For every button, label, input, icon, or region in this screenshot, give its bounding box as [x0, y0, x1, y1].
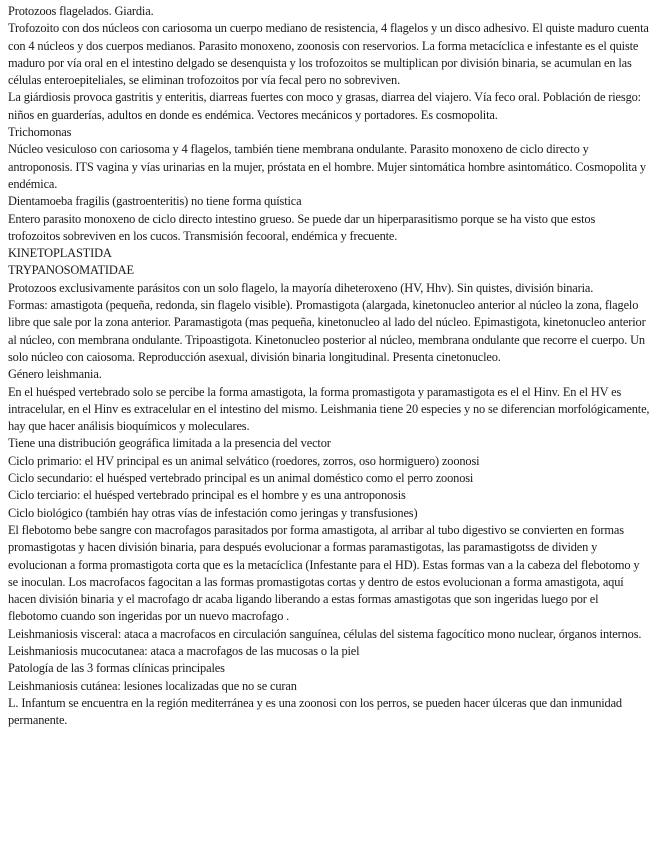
heading-leishmania: Género leishmania. — [8, 367, 102, 382]
paragraph-trichomonas: Núcleo vesiculoso con cariosoma y 4 flagelos, también tiene membrana ondulante. Parasito monoxeno de ciclo directo y antroponosis. ITS vagina y vías urinarias en la mujer, próstata en el hombre. Mujer sintomática hombre asintomático. Cosmopolita y endémica. — [8, 142, 646, 191]
paragraph-flebotomo: El flebotomo bebe sangre con macrofagos parasitados por forma amastigota, al arribar al tubo digestivo se convierten en formas promastigotas y hacen división binaria, para después evolucionar a formas paramastigotas, las paramastigotss de dividen y evolucionan a forma promastigota corta que es la metacíclica (Infestante para el HD). Estas formas van a la cabeza del flebotomo y se inoculan. Los macrofacos fagocitan a las formas promastigotas cortas y dentro de estos evolucionan a forma amastigota, aquí hacen división binaria y el macrofago dr acaba ligando liberando a estas formas amastigotas que son ingeridas luego por el flebotomo cuando son ingeridas por un nuevo macrofago . — [8, 522, 640, 624]
paragraph-dientamoeba: Entero parasito monoxeno de ciclo directo intestino grueso. Se puede dar un hiperparasitismo porque se ha visto que estos trofozoitos sobreviven en los cucos. Transmisión fecooral, endémica y frecuente. — [8, 211, 596, 243]
paragraph-giardia-morphology: Trofozoito con dos núcleos con cariosoma un cuerpo mediano de resistencia, 4 flagelos y un disco adhesivo. El quiste maduro cuenta con 4 núcleos y dos cuerpos medianos. Parasito monoxeno, zoonosis con reservorios. La forma metacíclica e infestante es el quiste maduro por vía oral en el intestino delgado se desenquista y los trofozoitos se multiplican por división binaria, se acumulan en las células enteroepiteliales, se eliminan trofozoitos por vía fecal pero no sobreviven. — [8, 21, 649, 88]
paragraph-trypanosomatidae-intro: Protozoos exclusivamente parásitos con un solo flagelo, la mayoría diheteroxeno (HV, Hhv). Sin quistes, división binaria. — [8, 280, 594, 295]
paragraph-distribution: Tiene una distribución geográfica limitada a la presencia del vector — [8, 436, 331, 451]
heading-dientamoeba: Dientamoeba fragilis (gastroenteritis) no tiene forma quística — [8, 194, 302, 209]
paragraph-leishmania-hosts: En el huésped vertebrado solo se percibe la forma amastigota, la forma promastigota y paramastigota es el el Hinv. En el HV es intracelular, en el Hinv es extracelular en el intestino del mismo. Leishmania tiene 20 especies y no se diferencian morfológicamente, hay que hacer análisis bioquímicos y moleculares. — [8, 384, 650, 434]
paragraph-giardia-title: Protozoos flagelados. Giardia. — [8, 4, 154, 18]
heading-trichomonas: Trichomonas — [8, 125, 72, 140]
paragraph-cutanea: Leishmaniosis cutánea: lesiones localizadas que no se curan — [8, 678, 297, 693]
paragraph-tertiary-cycle: Ciclo terciario: el huésped vertebrado principal es el hombre y es una antroponosis — [8, 488, 406, 503]
paragraph-giardiosis: La giárdiosis provoca gastritis y enteritis, diarreas fuertes con moco y grasas, diarrea del viajero. Vía feco oral. Población de riesgo: niños en guarderías, adultos en donde es endémica. Vectores mecánicos y portadores. Es cosmopolita. — [8, 90, 641, 122]
paragraph-visceral: Leishmaniosis visceral: ataca a macrofacos en circulación sanguínea, células del sistema fagocítico mono nuclear, órganos internos. — [8, 626, 642, 641]
paragraph-mucocutanea: Leishmaniosis mucocutanea: ataca a macrofagos de las mucosas o la piel — [8, 643, 360, 658]
paragraph-biological-cycle: Ciclo biológico (también hay otras vías de infestación como jeringas y transfusiones) — [8, 505, 418, 520]
heading-kinetoplastida: KINETOPLASTIDA — [8, 246, 112, 261]
paragraph-forms: Formas: amastigota (pequeña, redonda, sin flagelo visible). Promastigota (alargada, kinetonucleo anterior al núcleo la zona, flagelo libre que sale por la zona anterior. Paramastigota (mas pequeña, kinetonucleo al lado del núcleo. Epimastigota, kinetonucleo anterior al núcleo, con membrana ondulante. Tripoastigota. Kinetonucleo posterior al núcleo, membrana ondulante que recorre el cuerpo. Un solo núcleo con caiosoma. Reproducción asexual, división binaria longitudinal. Presenta cinetonucleo. — [8, 298, 646, 364]
paragraph-pathology: Patología de las 3 formas clínicas principales — [8, 661, 225, 676]
paragraph-infantum: L. Infantum se encuentra en la región mediterránea y es una zoonosi con los perros, se pueden hacer úlceras que dan inmunidad permanente. — [8, 695, 622, 728]
heading-trypanosomatidae: TRYPANOSOMATIDAE — [8, 263, 134, 278]
paragraph-secondary-cycle: Ciclo secundario: el huésped vertebrado principal es un animal doméstico como el perro zoonosi — [8, 471, 474, 486]
paragraph-primary-cycle: Ciclo primario: el HV principal es un animal selvático (roedores, zorros, oso hormiguero) zoonosi — [8, 453, 480, 468]
